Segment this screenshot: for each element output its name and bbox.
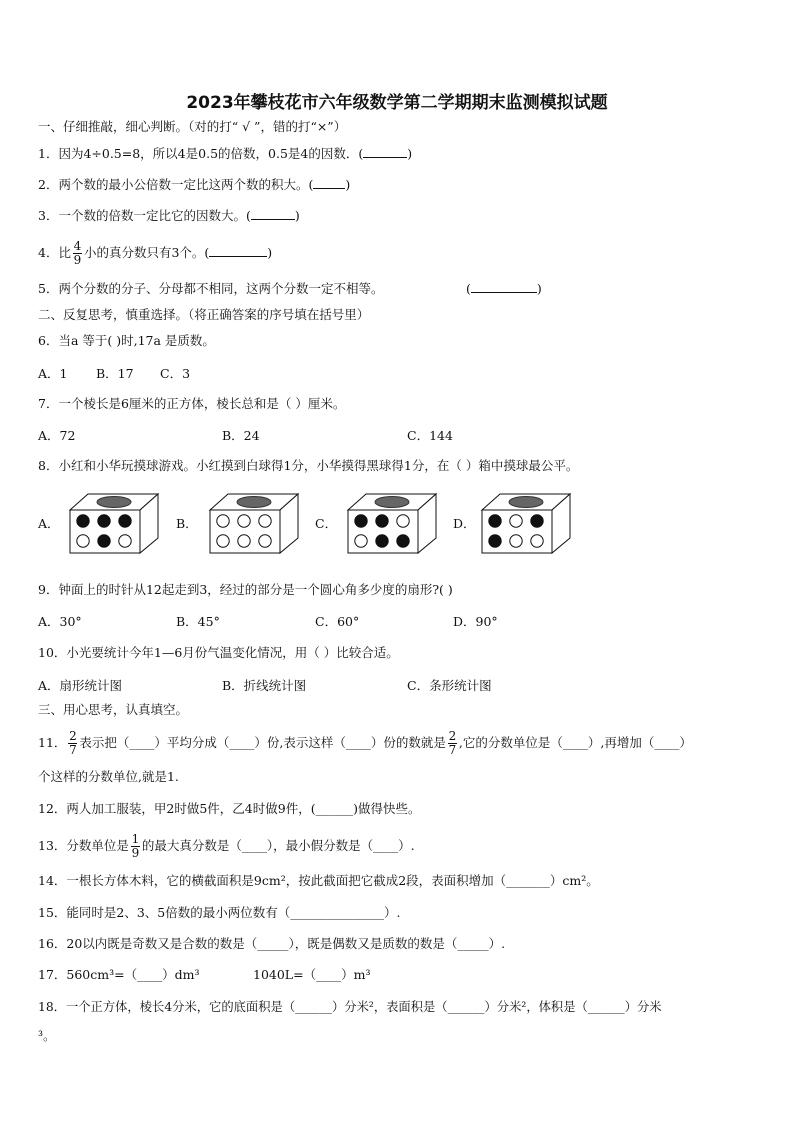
question-8: 8．小红和小华玩摸球游戏。小红摸到白球得1分，小华摸得黑球得1分，在（ ）箱中摸球最公平。 xyxy=(38,458,579,473)
black-ball xyxy=(489,535,501,547)
numerator: 4 xyxy=(73,239,82,253)
fraction-1-9 xyxy=(131,833,140,860)
answer-blank[interactable] xyxy=(313,175,345,189)
black-ball xyxy=(98,535,110,547)
question-11-cont: 个这样的分数单位,就是1. xyxy=(38,769,179,784)
question-1 xyxy=(38,144,412,164)
question-2 xyxy=(38,175,350,195)
q9-option-c[interactable]: C．60° xyxy=(315,614,360,629)
ball-box-a xyxy=(66,490,162,556)
q7-option-b[interactable]: B．24 xyxy=(222,428,260,443)
q10-option-b[interactable]: B．折线统计图 xyxy=(222,678,307,693)
box-opening xyxy=(237,497,271,508)
question-18-cont: ³。 xyxy=(38,1028,56,1043)
ball-box-b xyxy=(206,490,302,556)
question-10: 10．小光要统计今年1—6月份气温变化情况，用（ ）比较合适。 xyxy=(38,645,399,660)
question-18: 18．一个正方体，棱长4分米，它的底面积是（______）分米²，表面积是（______）分米²，体积是（______）分米 xyxy=(38,1000,662,1014)
white-ball xyxy=(238,515,250,527)
white-ball xyxy=(397,515,409,527)
q7-option-a[interactable]: A．72 xyxy=(38,428,76,443)
box-opening xyxy=(97,497,131,508)
q8-option-d[interactable]: D． xyxy=(453,516,476,531)
question-4-text-a: 4．比 xyxy=(38,245,71,260)
q8-option-a[interactable]: A． xyxy=(38,516,60,531)
ball-box-d xyxy=(478,490,574,556)
question-3 xyxy=(38,206,300,226)
question-9: 9．钟面上的时针从12起走到3，经过的部分是一个圆心角多少度的扇形?( ) xyxy=(38,582,453,597)
question-1-text: 1．因为4÷0.5=8，所以4是0.5的倍数，0.5是4的因数．( xyxy=(38,146,364,161)
section-3-heading: 三、用心思考，认真填空。 xyxy=(38,702,189,717)
white-ball xyxy=(355,535,367,547)
page-title: 2023年攀枝花市六年级数学第二学期期末监测模拟试题 xyxy=(186,93,608,113)
black-ball xyxy=(98,515,110,527)
question-16: 16．20以内既是奇数又是合数的数是（_____），既是偶数又是质数的数是（_____）. xyxy=(38,936,506,951)
denominator: 7 xyxy=(448,743,457,757)
question-13 xyxy=(38,833,415,860)
q6-option-c[interactable]: C．3 xyxy=(160,366,191,381)
black-ball xyxy=(531,515,543,527)
white-ball xyxy=(217,535,229,547)
fraction-2-7 xyxy=(68,730,77,757)
question-14: 14．一根长方体木料，它的横截面积是9cm²，按此截面把它截成2段，表面积增加（_______）cm²。 xyxy=(38,873,599,888)
black-ball xyxy=(397,535,409,547)
paren: ) xyxy=(536,281,542,296)
white-ball xyxy=(531,535,543,547)
section-1-heading: 一、仔细推敲，细心判断。（对的打“ √ ”，错的打“×”） xyxy=(38,119,347,134)
paren: ) xyxy=(267,245,273,260)
white-ball xyxy=(259,515,271,527)
q6-option-a[interactable]: A．1 xyxy=(38,366,68,381)
fraction-4-9 xyxy=(73,240,82,267)
answer-blank[interactable] xyxy=(209,243,267,257)
question-11-text-b: ,它的分数单位是（____）,再增加（____） xyxy=(458,735,692,750)
q7-option-c[interactable]: C．144 xyxy=(407,428,453,443)
question-17b: 1040L=（____）m³ xyxy=(253,967,371,982)
question-11-text-a: 表示把（____）平均分成（____）份,表示这样（____）份的数就是 xyxy=(79,735,446,750)
q8-option-c[interactable]: C． xyxy=(315,516,338,531)
q9-option-a[interactable]: A．30° xyxy=(38,614,82,629)
black-ball xyxy=(77,515,89,527)
white-ball xyxy=(510,515,522,527)
question-15: 15．能同时是2、3、5倍数的最小两位数有（_______________）. xyxy=(38,905,401,920)
fraction-2-7-b xyxy=(448,730,457,757)
white-ball xyxy=(238,535,250,547)
question-11 xyxy=(38,730,692,757)
question-12: 12．两人加工服装，甲2时做5件，乙4时做9件，(______)做得快些。 xyxy=(38,801,421,816)
white-ball xyxy=(259,535,271,547)
numerator: 2 xyxy=(448,729,457,743)
ball-box-c xyxy=(344,490,440,556)
q8-option-b[interactable]: B． xyxy=(176,516,198,531)
denominator: 7 xyxy=(69,743,77,757)
paren: ( xyxy=(466,281,471,296)
question-2-text: 2．两个数的最小公倍数一定比这两个数的积大。( xyxy=(38,177,314,192)
question-5-text: 5．两个分数的分子、分母都不相同，这两个分数一定不相等。 xyxy=(38,281,384,296)
white-ball xyxy=(77,535,89,547)
denominator: 9 xyxy=(73,253,82,267)
white-ball xyxy=(217,515,229,527)
black-ball xyxy=(376,535,388,547)
question-5 xyxy=(38,279,383,299)
black-ball xyxy=(355,515,367,527)
white-ball xyxy=(510,535,522,547)
question-17a: 17．560cm³=（____）dm³ xyxy=(38,967,200,982)
question-7: 7．一个棱长是6厘米的正方体，棱长总和是（ ）厘米。 xyxy=(38,396,346,411)
question-6: 6．当a 等于( )时,17a 是质数。 xyxy=(38,333,215,348)
question-5-answer xyxy=(466,279,542,299)
white-ball xyxy=(119,535,131,547)
question-4 xyxy=(38,240,272,267)
answer-blank[interactable] xyxy=(471,279,537,293)
black-ball xyxy=(376,515,388,527)
paren: ) xyxy=(294,208,300,223)
section-2-heading: 二、反复思考，慎重选择。（将正确答案的序号填在括号里） xyxy=(38,307,370,322)
question-4-text-b: 小的真分数只有3个。( xyxy=(83,245,210,260)
q10-option-a[interactable]: A．扇形统计图 xyxy=(38,678,123,693)
denominator: 9 xyxy=(131,846,140,860)
q6-option-b[interactable]: B．17 xyxy=(96,366,134,381)
black-ball xyxy=(119,515,131,527)
q10-option-c[interactable]: C．条形统计图 xyxy=(407,678,492,693)
question-11-number: 11． xyxy=(38,735,67,750)
question-13-text-b: 的最大真分数是（____），最小假分数是（____）. xyxy=(141,838,415,853)
question-13-text-a: 13．分数单位是 xyxy=(38,838,129,853)
question-3-text: 3．一个数的倍数一定比它的因数大。( xyxy=(38,208,251,223)
q9-option-b[interactable]: B．45° xyxy=(176,614,220,629)
numerator: 1 xyxy=(131,832,140,846)
box-opening xyxy=(375,497,409,508)
numerator: 2 xyxy=(69,729,77,743)
box-opening xyxy=(509,497,543,508)
answer-blank[interactable] xyxy=(363,144,407,158)
paren: ) xyxy=(407,146,413,161)
answer-blank[interactable] xyxy=(251,206,295,220)
paren: ) xyxy=(345,177,351,192)
black-ball xyxy=(489,515,501,527)
q9-option-d[interactable]: D．90° xyxy=(453,614,498,629)
